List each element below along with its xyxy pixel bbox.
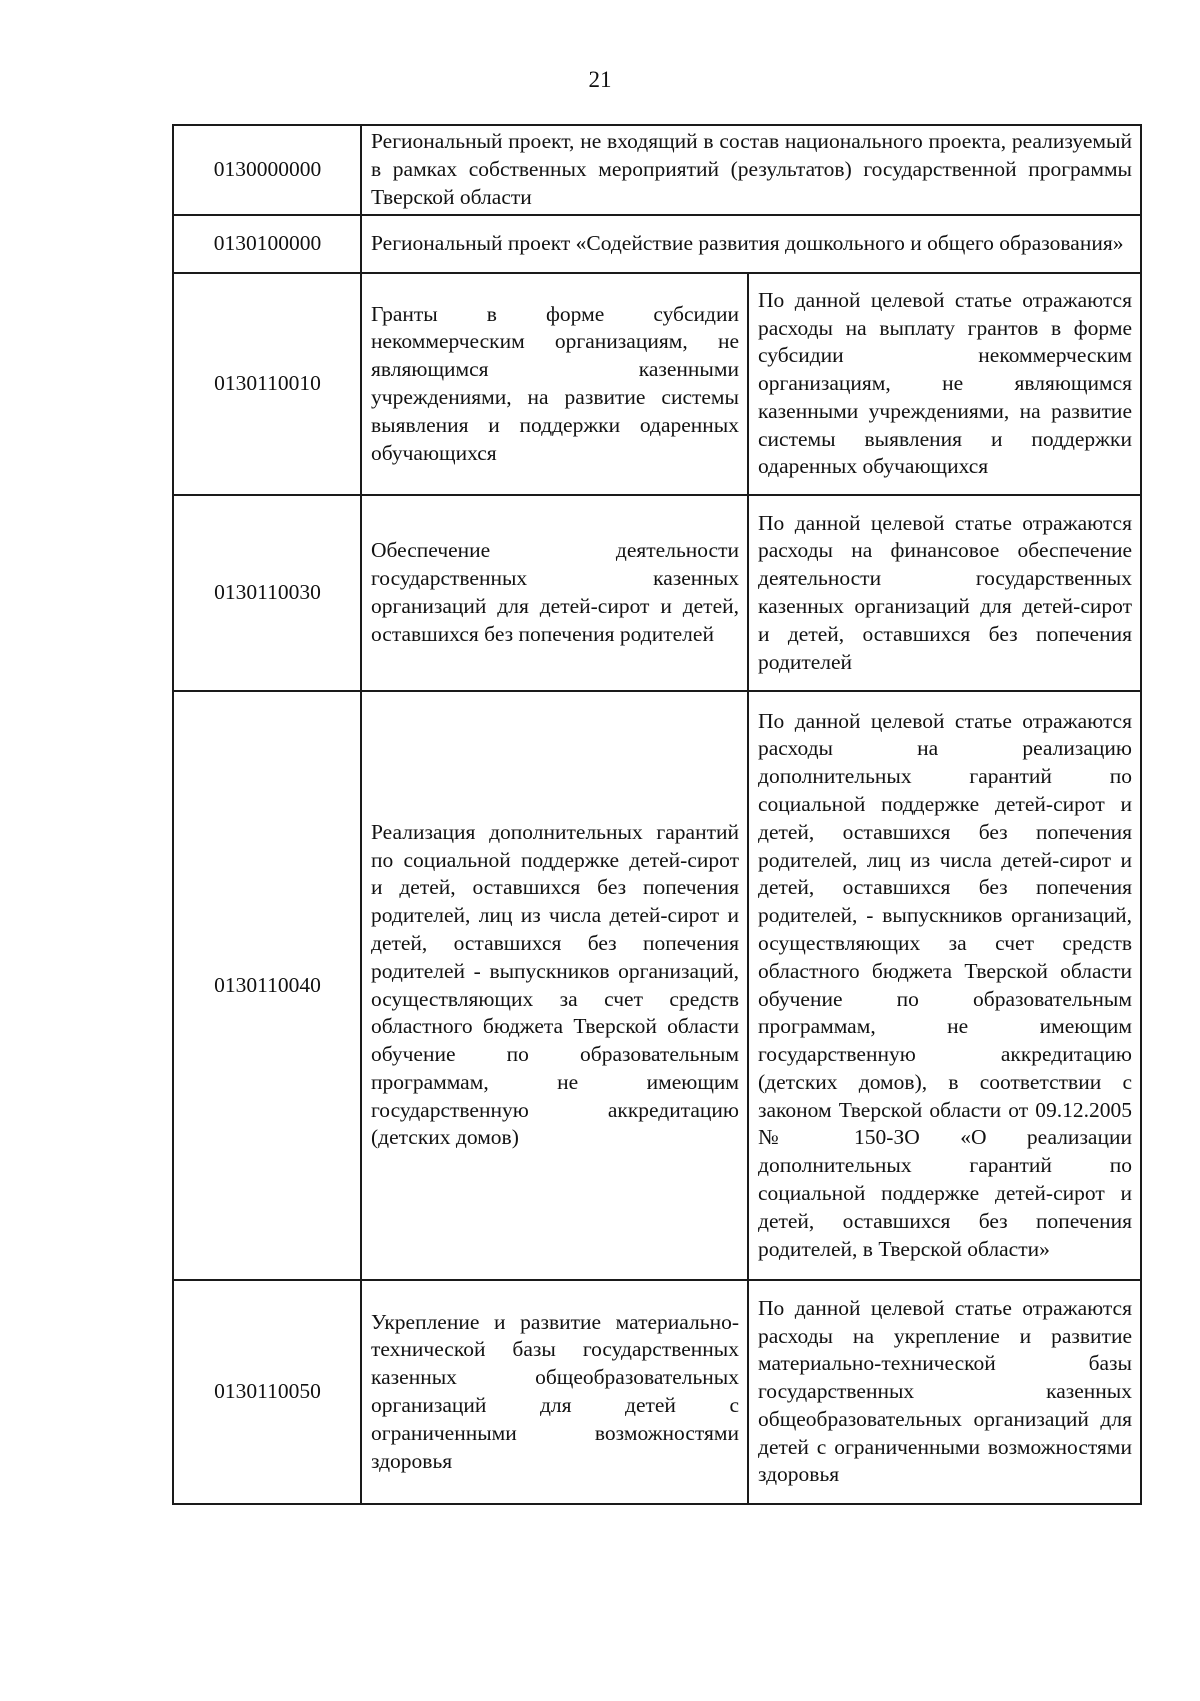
table-row	[173, 125, 1141, 215]
table-row	[173, 215, 1141, 273]
target-code-cell: 0130000000	[173, 125, 361, 215]
target-name-cell: Региональный проект, не входящий в состав национального проекта, реализуемый в рамках собственных мероприятий (результатов) государственной программы Тверской области	[361, 125, 1141, 215]
budget-classification-table	[172, 124, 1142, 1505]
target-code-cell: 0130110010	[173, 273, 361, 495]
target-name-cell: Реализация дополнительных гарантий по социальной поддержке детей-сирот и детей, оставшихся без попечения родителей, лиц из числа детей-сирот и детей, оставшихся без попечения родителей - выпускников организаций, осуществляющих за счет средств областного бюджета Тверской области обучение по образовательным программам, не имеющим государственную аккредитацию (детских домов)	[361, 691, 748, 1280]
target-code-cell: 0130110050	[173, 1280, 361, 1504]
target-code-cell: 0130100000	[173, 215, 361, 273]
target-description-cell: По данной целевой статье отражаются расходы на выплату грантов в форме субсидии некоммерческим организациям, не являющимся казенными учреждениями, на развитие системы выявления и поддержки одаренных обучающихся	[748, 273, 1141, 495]
target-code-cell: 0130110040	[173, 691, 361, 1280]
target-description-cell: По данной целевой статье отражаются расходы на реализацию дополнительных гарантий по социальной поддержке детей-сирот и детей, оставшихся без попечения родителей, лиц из числа детей-сирот и детей, оставшихся без попечения родителей, - выпускников организаций, осуществляющих за счет средств областного бюджета Тверской области обучение по образовательным программам, не имеющим государственную аккредитацию (детских домов), в соответствии с законом Тверской области от 09.12.2005 № 150-ЗО «О реализации дополнительных гарантий по социальной поддержке детей-сирот и детей, оставшихся без попечения родителей, в Тверской области»	[748, 691, 1141, 1280]
target-description-cell: По данной целевой статье отражаются расходы на укрепление и развитие материально-технической базы государственных казенных общеобразовательных организаций для детей с ограниченными возможностями здоровья	[748, 1280, 1141, 1504]
table-row	[173, 495, 1141, 691]
target-name-cell: Гранты в форме субсидии некоммерческим организациям, не являющимся казенными учреждениями, на развитие системы выявления и поддержки одаренных обучающихся	[361, 273, 748, 495]
target-name-cell: Обеспечение деятельности государственных казенных организаций для детей-сирот и детей, оставшихся без попечения родителей	[361, 495, 748, 691]
table-row	[173, 1280, 1141, 1504]
target-name-cell: Региональный проект «Содействие развития дошкольного и общего образования»	[361, 215, 1141, 273]
target-code-cell: 0130110030	[173, 495, 361, 691]
page-number: 21	[588, 67, 612, 92]
target-description-cell: По данной целевой статье отражаются расходы на финансовое обеспечение деятельности государственных казенных организаций для детей-сирот и детей, оставшихся без попечения родителей	[748, 495, 1141, 691]
table-row	[173, 691, 1141, 1280]
target-name-cell: Укрепление и развитие материально-технической базы государственных казенных общеобразовательных организаций для детей с ограниченными возможностями здоровья	[361, 1280, 748, 1504]
table-row	[173, 273, 1141, 495]
